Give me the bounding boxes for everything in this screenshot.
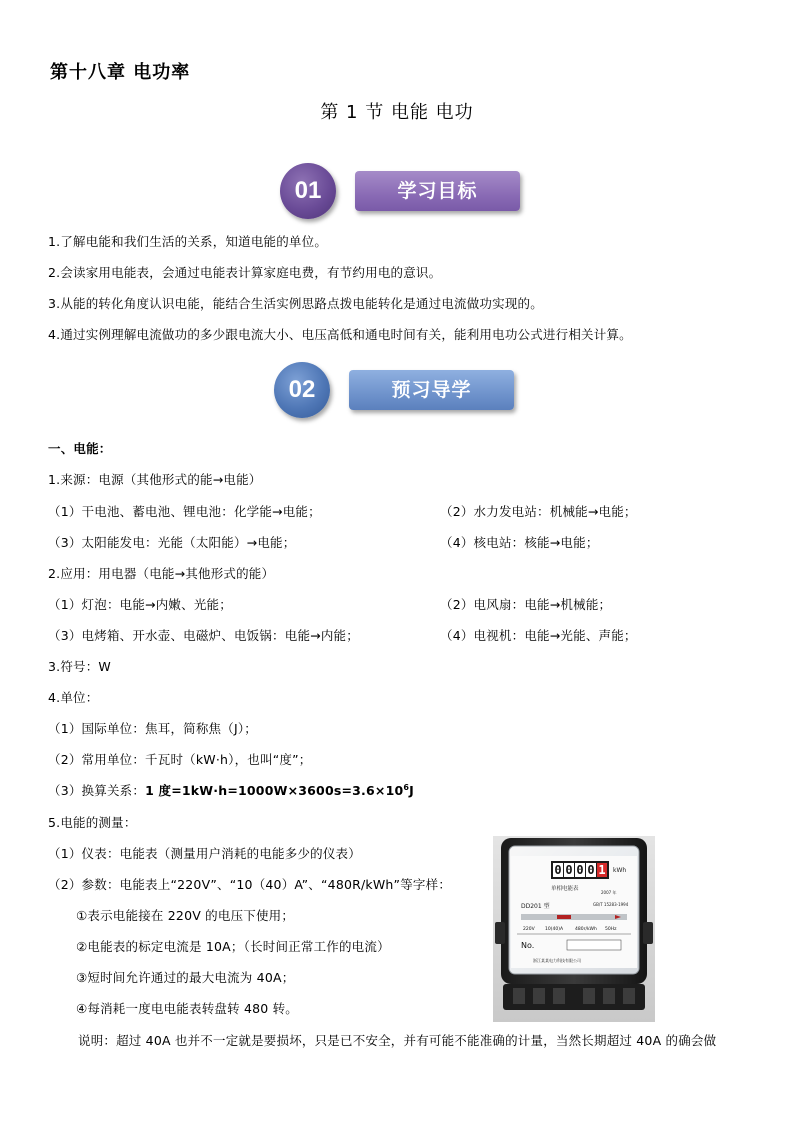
terminal-screw xyxy=(533,988,545,1004)
meter-unit: kWh xyxy=(613,867,627,874)
counter-digit-1: 0 xyxy=(554,863,562,877)
unit-item-3 xyxy=(48,781,414,799)
counter-digit-2: 0 xyxy=(565,863,573,877)
param-item-1: ①表示电能接在 220V 的电压下使用； xyxy=(76,908,295,923)
preview-badge-number: 02 xyxy=(274,362,330,418)
use-item-2: （2）电风扇：电能→机械能； xyxy=(440,597,612,612)
meter-serial-label: No. xyxy=(521,941,535,950)
preview-badge xyxy=(274,362,524,418)
counter-digit-5: 1 xyxy=(598,863,606,877)
param-item-4: ④每消耗一度电电能表转盘转 480 转。 xyxy=(76,1001,299,1016)
meter-spec-current: 10(40)A xyxy=(545,927,564,932)
goal-2: 2.会读家用电能表，会通过电能表计算家庭电费，有节约用电的意识。 xyxy=(48,265,442,280)
energy-heading: 一、电能： xyxy=(48,441,112,456)
unit-item-3-label: （3）换算关系： xyxy=(48,783,146,798)
meter-barcode xyxy=(567,940,621,950)
unit-item-1: （1）国际单位：焦耳，简称焦（J）； xyxy=(48,721,257,736)
meter-standard: GB/T 15283-1994 xyxy=(593,902,629,907)
meter-disc-window xyxy=(521,914,627,920)
measure-item-1: （1）仪表：电能表（测量用户消耗的电能多少的仪表） xyxy=(48,846,361,861)
goal-4: 4.通过实例理解电流做功的多少跟电流大小、电压高低和通电时间有关，能利用电功公式进行相关计算。 xyxy=(48,327,632,342)
source-item-4: （4）核电站：核能→电能； xyxy=(440,535,599,550)
use-title: 2.应用：用电器（电能→其他形式的能） xyxy=(48,566,275,581)
meter-side-tab-right xyxy=(643,922,653,944)
goals-badge xyxy=(280,163,530,219)
chapter-title: 第十八章 电功率 xyxy=(50,62,191,83)
goals-badge-label: 学习目标 xyxy=(355,171,520,211)
param-item-2: ②电能表的标定电流是 10A；（长时间正常工作的电流） xyxy=(76,939,390,954)
goal-1: 1.了解电能和我们生活的关系，知道电能的单位。 xyxy=(48,234,328,249)
electricity-meter-image xyxy=(493,836,655,1022)
conversion-exponent: 6 xyxy=(403,782,410,792)
param-item-3: ③短时间允许通过的最大电流为 40A； xyxy=(76,970,295,985)
meter-maker: 浙江某某电力科技有限公司 xyxy=(533,958,581,963)
terminal-screw xyxy=(583,988,595,1004)
meter-year: 2007 年 xyxy=(601,890,617,895)
unit-title: 4.单位： xyxy=(48,690,99,705)
section-title: 第 1 节 电能 电功 xyxy=(320,102,474,123)
measure-title: 5.电能的测量： xyxy=(48,815,137,830)
source-item-3: （3）太阳能发电：光能（太阳能）→电能； xyxy=(48,535,296,550)
meter-side-tab-left xyxy=(495,922,505,944)
meter-spec-frequency: 50Hz xyxy=(605,927,617,932)
conversion-unit: J xyxy=(409,783,415,798)
terminal-screw xyxy=(623,988,635,1004)
meter-spec-constant: 480r/kWh xyxy=(575,927,597,932)
meter-spec-voltage: 220V xyxy=(523,927,535,932)
source-item-1: （1）干电池、蓄电池、锂电池：化学能→电能； xyxy=(48,504,321,519)
unit-item-2: （2）常用单位：千瓦时（kW·h），也叫“度”； xyxy=(48,752,312,767)
use-item-3: （3）电烤箱、开水壶、电磁炉、电饭锅：电能→内能； xyxy=(48,628,359,643)
measure-item-2: （2）参数：电能表上“220V”、“10（40）A”、“480R/kWh”等字样： xyxy=(48,877,452,892)
terminal-screw xyxy=(603,988,615,1004)
preview-badge-label: 预习导学 xyxy=(349,370,514,410)
source-item-2: （2）水力发电站：机械能→电能； xyxy=(440,504,637,519)
meter-model: DD201 型 xyxy=(521,903,550,910)
source-title: 1.来源：电源（其他形式的能→电能） xyxy=(48,472,262,487)
use-item-1: （1）灯泡：电能→内嫩、光能； xyxy=(48,597,232,612)
goals-badge-number: 01 xyxy=(280,163,336,219)
goal-3: 3.从能的转化角度认识电能，能结合生活实例思路点拨电能转化是通过电流做功实现的。 xyxy=(48,296,543,311)
terminal-screw xyxy=(553,988,565,1004)
meter-disc-mark xyxy=(557,915,571,919)
conversion-formula-main: 1 度=1kW·h=1000W×3600s=3.6×10 xyxy=(145,783,404,798)
note-line: 说明：超过 40A 也并不一定就是要损坏，只是已不安全，并有可能不能准确的计量，当然长期超过 40A 的确会做 xyxy=(78,1033,717,1048)
terminal-screw xyxy=(513,988,525,1004)
conversion-formula xyxy=(145,783,414,798)
symbol-line: 3.符号：W xyxy=(48,659,111,674)
meter-name: 单相电能表 xyxy=(551,886,579,892)
use-item-4: （4）电视机：电能→光能、声能； xyxy=(440,628,637,643)
counter-digit-4: 0 xyxy=(587,863,595,877)
counter-digit-3: 0 xyxy=(576,863,584,877)
